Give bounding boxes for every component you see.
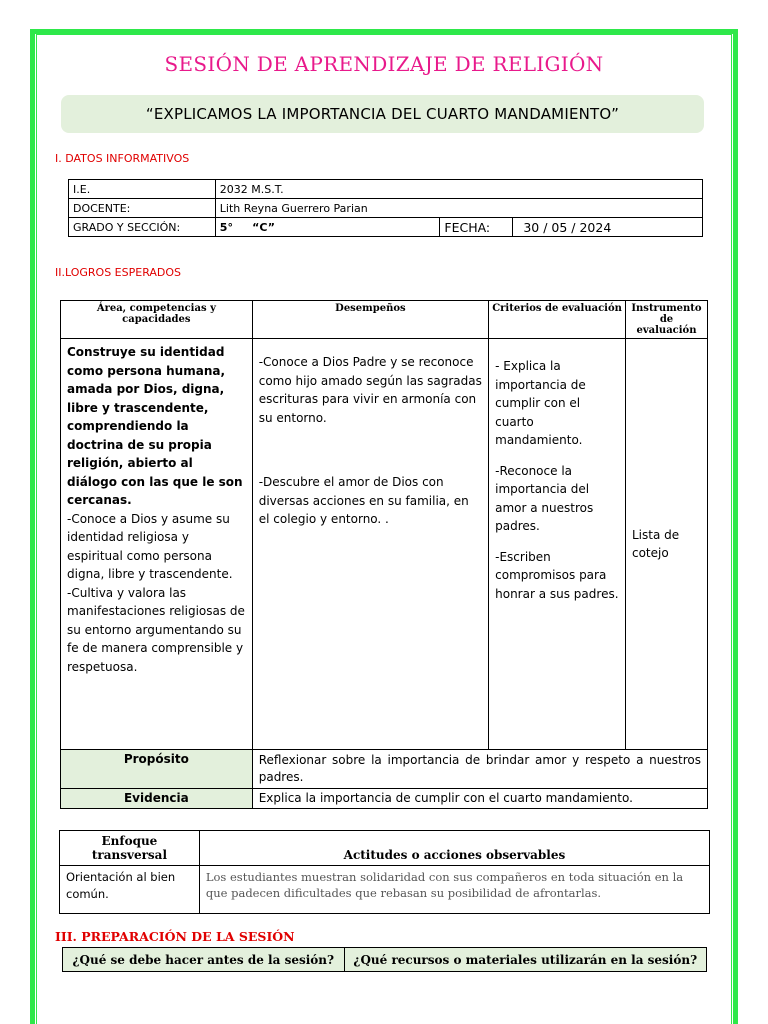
table-row (69, 218, 703, 237)
proposito-text: Reflexionar sobre la importancia de brindar amor y respeto a nuestros padres. (252, 750, 707, 789)
header-criterios: Criterios de evaluación (489, 301, 626, 339)
fecha-label: FECHA: (440, 218, 513, 237)
datos-table (68, 179, 703, 237)
table-row (63, 948, 707, 972)
desempeno-text: -Descubre el amor de Dios con diversas acciones en su familia, en el colegio y entorno. . (258, 475, 469, 526)
logros-table (60, 300, 708, 809)
prep-question-materials: ¿Qué recursos o materiales utilizarán en la sesión? (344, 948, 706, 972)
capacidad-text: -Conoce a Dios y asume su identidad religiosa y espiritual como persona digna, libre y trascendente. (67, 511, 233, 581)
table-row (61, 750, 708, 789)
section-logros-heading: II.LOGROS ESPERADOS (55, 266, 182, 279)
docente-value: Lith Reyna Guerrero Parian (215, 199, 702, 218)
criterio-text: -Reconoce la importancia del amor a nuestros padres. (495, 463, 594, 533)
desempeno-text: -Conoce a Dios Padre y se reconoce como hijo amado según las sagradas escrituras para vivir en armonía con su entorno. (258, 355, 482, 425)
capacidad-text: -Cultiva y valora las manifestaciones religiosas de su entorno argumentando su fe de manera comprensible y respetuosa. (67, 585, 245, 674)
instrumento-text: Lista de cotejo (631, 527, 680, 560)
section-preparacion-heading: III. PREPARACIÓN DE LA SESIÓN (55, 929, 295, 944)
criterio-text: -Escriben compromisos para honrar a sus padres. (495, 549, 619, 601)
header-area: Área, competencias y capacidades (61, 301, 253, 339)
session-subtitle: “EXPLICAMOS LA IMPORTANCIA DEL CUARTO MANDAMIENTO” (61, 95, 704, 133)
preparacion-table (62, 947, 707, 972)
table-row (61, 339, 708, 750)
ie-value: 2032 M.S.T. (215, 180, 702, 199)
actitudes-header: Actitudes o acciones observables (199, 831, 709, 866)
evidencia-label: Evidencia (61, 789, 253, 809)
table-row (60, 831, 710, 866)
ie-label: I.E. (69, 180, 216, 199)
enfoque-header: Enfoque transversal (60, 831, 200, 866)
table-row (60, 866, 710, 914)
instrumento-cell (625, 339, 707, 750)
docente-label: DOCENTE: (69, 199, 216, 218)
table-row (69, 199, 703, 218)
table-row (61, 301, 708, 339)
criterio-text: - Explica la importancia de cumplir con el cuarto mandamiento. (495, 359, 586, 447)
desempenos-cell (252, 339, 488, 750)
enfoque-table (59, 830, 710, 914)
prep-question-before: ¿Qué se debe hacer antes de la sesión? (63, 948, 345, 972)
criterios-cell (489, 339, 626, 750)
page-title: SESIÓN DE APRENDIZAJE DE RELIGIÓN (164, 52, 604, 76)
table-row (61, 789, 708, 809)
proposito-label: Propósito (61, 750, 253, 789)
fecha-value: 30 / 05 / 2024 (513, 218, 703, 237)
table-row (69, 180, 703, 199)
grado-label: GRADO Y SECCIÓN: (69, 218, 216, 237)
actitudes-value: Los estudiantes muestran solidaridad con sus compañeros en toda situación en la que padecen dificultades que rebasan su posibilidad de afrontarlas. (199, 866, 709, 914)
header-desempenos: Desempeños (252, 301, 488, 339)
evidencia-text: Explica la importancia de cumplir con el cuarto mandamiento. (252, 789, 707, 809)
section-datos-heading: I. DATOS INFORMATIVOS (55, 152, 190, 165)
competencia-text: Construye su identidad como persona humana, amada por Dios, digna, libre y trascendente, comprendiendo la doctrina de su propia religión, abierto al diálogo con las que le son cercanas. (67, 345, 243, 507)
header-instrumento: Instrumento de evaluación (625, 301, 707, 339)
enfoque-value: Orientación al bien común. (60, 866, 200, 914)
grado-value: 5° “C” (215, 218, 440, 237)
area-cell (61, 339, 253, 750)
